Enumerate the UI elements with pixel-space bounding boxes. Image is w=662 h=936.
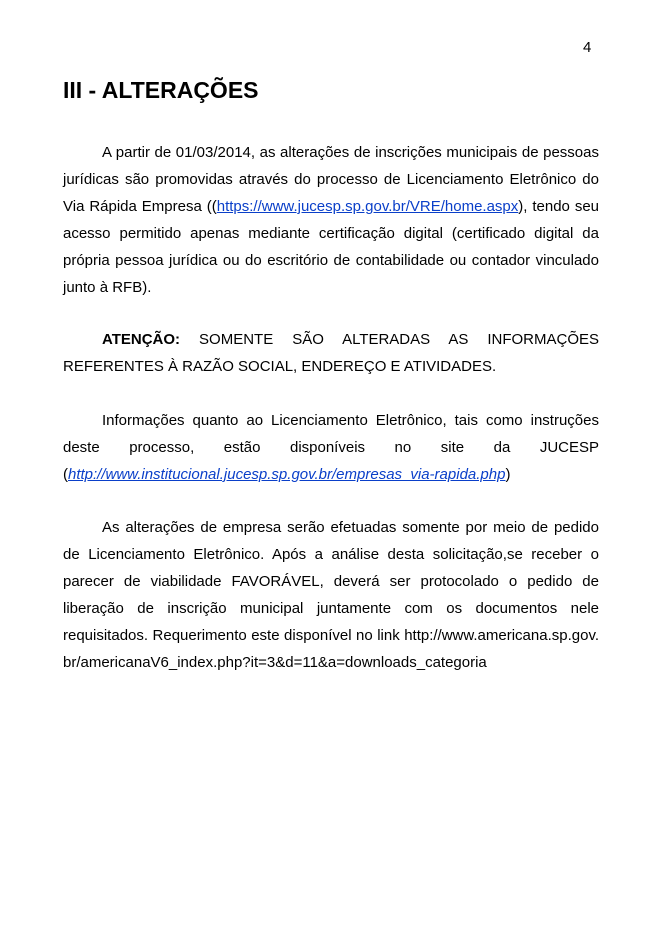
americana-url-text: http://www.americana.sp.gov.br/americanaV6_index.php?it=3&d=11&a=downloads_categoria — [63, 627, 599, 671]
atencao-label: ATENÇÃO: — [102, 331, 181, 348]
section-title: III - ALTERAÇÕES — [63, 77, 259, 103]
p1-text-a: A partir de 01/03/2014, as alterações de inscrições municipais de pessoas jurídicas são promovidas através do processo de Licenciamento Eletrônico do Via Rápida Empresa — [63, 144, 599, 215]
page-number: 4 — [583, 39, 592, 56]
paragraph-informacoes — [63, 407, 599, 488]
p3-text-a: Informações quanto ao Licenciamento Eletrônico, tais como instruções deste processo, estão disponíveis no site da JUCESP — [63, 412, 599, 456]
atencao-text: SOMENTE SÃO ALTERADAS AS INFORMAÇÕES REFERENTES À RAZÃO SOCIAL, ENDEREÇO E ATIVIDADES. — [63, 331, 599, 375]
p3-paren-open: ( — [63, 466, 68, 483]
p1-text-b: ), tendo seu acesso permitido apenas mediante certificação digital (certificado digital da própria pessoa jurídica ou do escritório de contabilidade ou contador vinculado junto à RFB). — [63, 198, 600, 296]
paragraph-atencao — [63, 326, 599, 380]
jucesp-institucional-link[interactable]: http://www.institucional.jucesp.sp.gov.br/empresas_via-rapida.php — [68, 466, 506, 483]
jucesp-vre-link[interactable]: https://www.jucesp.sp.gov.br/VRE/home.aspx — [216, 198, 519, 215]
paragraph-alteracoes-empresa — [63, 514, 599, 676]
p4-text: As alterações de empresa serão efetuadas somente por meio de pedido de Licenciamento Eletrônico. Após a análise desta solicitação,se receber o parecer de viabilidade FAVORÁVEL, deverá ser protocolado o pedido de liberação de inscrição municipal juntamente com os documentos nele requisitados. Requerimento este disponível no link — [63, 519, 599, 644]
paragraph-licenciamento — [63, 139, 599, 301]
p1-paren-open: (( — [206, 198, 217, 215]
p3-paren-close: ) — [505, 466, 511, 483]
